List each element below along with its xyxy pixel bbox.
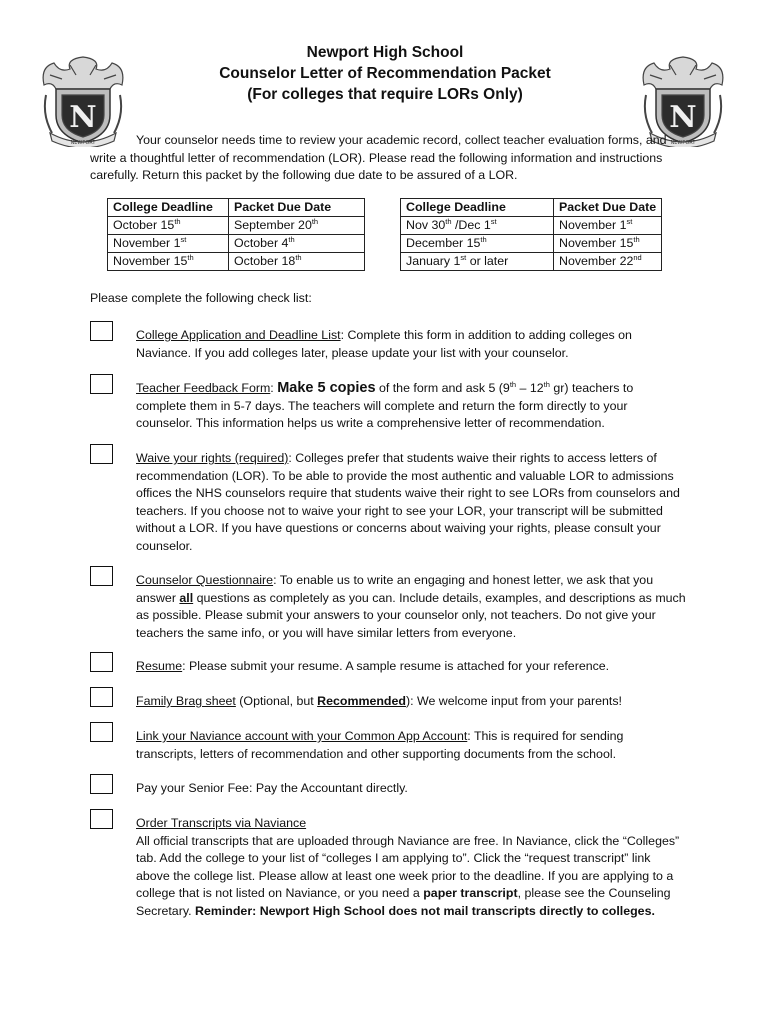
table-row <box>401 253 662 271</box>
transcripts-checkbox[interactable] <box>90 809 113 829</box>
svg-text:NEWPORT: NEWPORT <box>670 140 696 146</box>
table-row <box>108 235 365 253</box>
svg-text:N: N <box>669 100 697 135</box>
table-cell: November 15th <box>108 253 229 271</box>
table-row <box>401 217 662 235</box>
header-cell: College Deadline <box>401 199 554 217</box>
table-header-row <box>108 199 365 217</box>
resume-checkbox[interactable] <box>90 652 113 672</box>
deadline-table-right <box>400 198 662 271</box>
checklist-item-text: Teacher Feedback Form: Make 5 copies of the form and ask 5 (9th – 12th gr) teachers to complete them in 5-7 days. The teachers will complete and return the form directly to your counselor. This information helps us write a comprehensive letter of recommendation. <box>136 379 634 430</box>
checklist-item-text: Link your Naviance account with your Common App Account: This is required for sending transcripts, letters of recommendation and other supporting documents from the school. <box>136 729 624 761</box>
checklist-item-text: Order Transcripts via Naviance All official transcripts that are uploaded through Naviance are free. In Naviance, click the “Colleges” tab. Add the college to your list of “colleges I am applying to”. Click the “request transcript” link above the college list. Please allow at least one week prior to the deadline. If you are applying to a college that is not listed on Naviance, or you need a paper transcript, please see the Counseling Secretary. Reminder: Newport High School does not mail transcripts directly to colleges. <box>136 816 680 918</box>
table-header-row <box>401 199 662 217</box>
checklist-item-text: College Application and Deadline List: Complete this form in addition to adding colleges on Naviance. If you add colleges later, please update your list with your counselor. <box>136 328 632 360</box>
school-name: Newport High School <box>306 44 464 61</box>
checklist-item-text: Family Brag sheet (Optional, but Recommended): We welcome input from your parents! <box>136 694 622 708</box>
naviance-link-checkbox[interactable] <box>90 722 113 742</box>
svg-text:NEWPORT: NEWPORT <box>70 140 96 146</box>
table-cell: November 1st <box>554 217 662 235</box>
svg-text:N: N <box>69 100 97 135</box>
brag-sheet-checkbox[interactable] <box>90 687 113 707</box>
table-cell: October 18th <box>229 253 365 271</box>
page-title: Counselor Letter of Recommendation Packet <box>219 65 551 82</box>
table-cell: Nov 30th /Dec 1st <box>401 217 554 235</box>
checklist-intro: Please complete the following check list: <box>90 291 312 305</box>
senior-fee-checkbox[interactable] <box>90 774 113 794</box>
table-row <box>401 235 662 253</box>
table-cell: November 1st <box>108 235 229 253</box>
header-cell: College Deadline <box>108 199 229 217</box>
intro-paragraph: Your counselor needs time to review your academic record, collect teacher evaluation forms, and write a thoughtful letter of recommendation (LOR). Please read the following information and instructions carefully. Return this packet by the following due date to be assured of a LOR. <box>90 133 667 182</box>
checklist-item-text: Resume: Please submit your resume. A sample resume is attached for your reference. <box>136 659 610 673</box>
page-subtitle: (For colleges that require LORs Only) <box>247 86 523 103</box>
checklist-item-text: Waive your rights (required): Colleges prefer that students waive their rights to access letters of recommendation (LOR). To be able to provide the most authentic and valuable LOR to admissions offices the NHS counselors require that students waive their right to see LORs from counselors and teachers. If you choose not to waive your right to see your LOR, your transcript will be submitted without a LOR. If you have questions or concerns about waiving your rights, please consult your counselor. <box>136 451 680 553</box>
document-header <box>0 42 770 105</box>
header-cell: Packet Due Date <box>554 199 662 217</box>
table-row <box>108 217 365 235</box>
deadline-table-left <box>107 198 365 271</box>
table-cell: November 22nd <box>554 253 662 271</box>
checklist-item-text: Pay your Senior Fee: Pay the Accountant directly. <box>136 781 408 795</box>
table-cell: December 15th <box>401 235 554 253</box>
table-cell: October 4th <box>229 235 365 253</box>
waive-rights-checkbox[interactable] <box>90 444 113 464</box>
checklist-item-text: Counselor Questionnaire: To enable us to write an engaging and honest letter, we ask that you answer all questions as completely as you can. Include details, examples, and descriptions as much as possible. Please submit your answers to your counselor only, not teachers. Do not give your teachers the same info, or you will have similar letters from everyone. <box>136 573 686 640</box>
table-row <box>108 253 365 271</box>
teacher-feedback-checkbox[interactable] <box>90 374 113 394</box>
table-cell: January 1st or later <box>401 253 554 271</box>
table-cell: October 15th <box>108 217 229 235</box>
college-list-checkbox[interactable] <box>90 321 113 341</box>
table-cell: November 15th <box>554 235 662 253</box>
questionnaire-checkbox[interactable] <box>90 566 113 586</box>
table-cell: September 20th <box>229 217 365 235</box>
header-cell: Packet Due Date <box>229 199 365 217</box>
